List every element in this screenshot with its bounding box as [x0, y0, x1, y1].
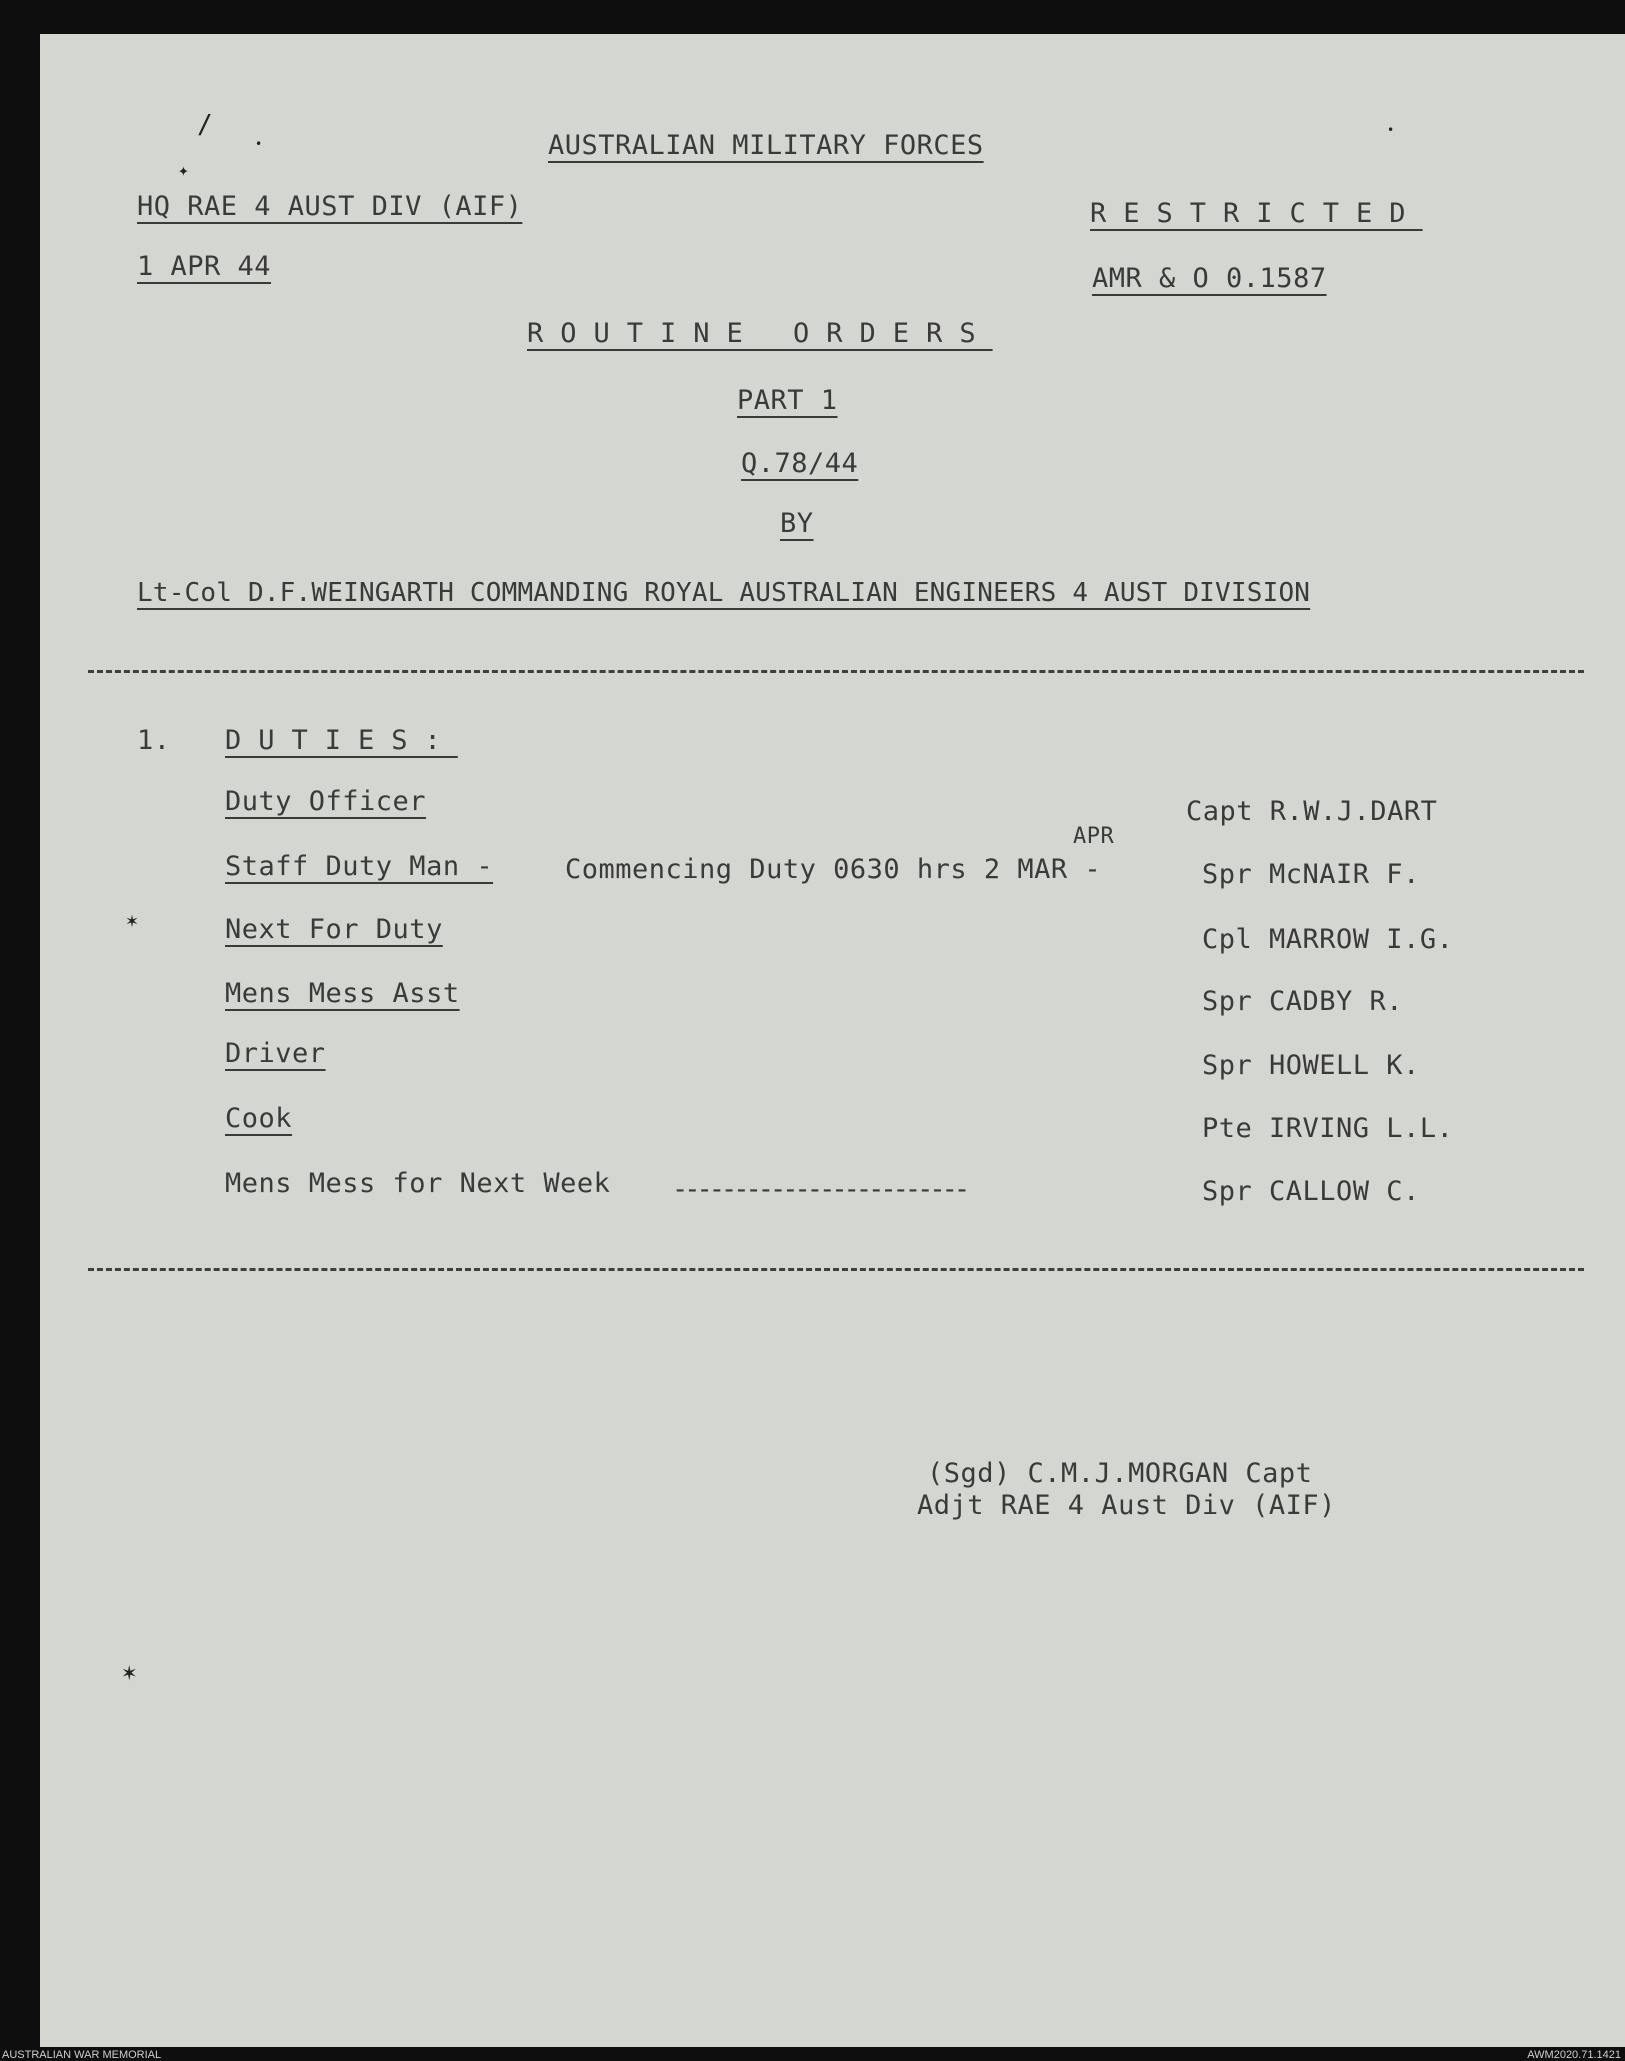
section-heading: DUTIES:: [225, 725, 458, 756]
classification-label: RESTRICTED: [1090, 198, 1423, 229]
order-number: Q.78/44: [741, 448, 859, 479]
duty-name: Cpl MARROW I.G.: [1202, 924, 1454, 955]
signature-title: Adjt RAE 4 Aust Div (AIF): [917, 1490, 1336, 1521]
duty-label: Next For Duty: [225, 914, 443, 945]
bottom-divider: [88, 1268, 1584, 1271]
org-heading: AUSTRALIAN MILITARY FORCES: [548, 130, 984, 161]
by-label: BY: [780, 508, 814, 539]
ink-mark: •: [1387, 123, 1395, 137]
duty-name: Spr CALLOW C.: [1202, 1176, 1420, 1207]
duty-name: Pte IRVING L.L.: [1202, 1113, 1454, 1144]
duty-label: Driver: [225, 1038, 326, 1069]
duty-name: Spr HOWELL K.: [1202, 1050, 1420, 1081]
ink-mark: ✶: [126, 908, 139, 932]
footer-left: AUSTRALIAN WAR MEMORIAL: [2, 2049, 162, 2061]
unit-name: HQ RAE 4 AUST DIV (AIF): [137, 191, 523, 222]
duty-detail: ------------------------: [672, 1174, 967, 1205]
ink-mark: /: [197, 110, 213, 140]
duty-detail: Commencing Duty 0630 hrs 2 MAR -: [565, 854, 1102, 885]
duty-label: Duty Officer: [225, 786, 427, 817]
ink-mark: •: [255, 137, 263, 151]
duty-name: Capt R.W.J.DART: [1186, 796, 1438, 827]
top-divider: [88, 670, 1584, 673]
order-date: 1 APR 44: [137, 251, 272, 282]
duty-label: Mens Mess for Next Week: [225, 1168, 611, 1199]
order-reference: AMR & O 0.1587: [1092, 263, 1327, 294]
signature-line: (Sgd) C.M.J.MORGAN Capt: [927, 1458, 1313, 1489]
duty-correction: APR: [1073, 824, 1115, 849]
ink-mark: ✦: [178, 160, 189, 181]
commander-line: Lt-Col D.F.WEINGARTH COMMANDING ROYAL AUSTRALIAN ENGINEERS 4 AUST DIVISION: [137, 578, 1311, 608]
section-number: 1.: [137, 725, 171, 756]
duty-label: Cook: [225, 1103, 293, 1134]
duty-label: Staff Duty Man -: [225, 851, 494, 882]
ink-mark: ✶: [122, 1658, 137, 1686]
footer-right: AWM2020.71.1421: [1527, 2049, 1621, 2061]
duty-name: Spr McNAIR F.: [1202, 859, 1420, 890]
duty-name: Spr CADBY R.: [1202, 986, 1404, 1017]
document-title: ROUTINE ORDERS: [527, 318, 993, 349]
duty-label: Mens Mess Asst: [225, 978, 460, 1009]
part-number: PART 1: [737, 385, 838, 416]
